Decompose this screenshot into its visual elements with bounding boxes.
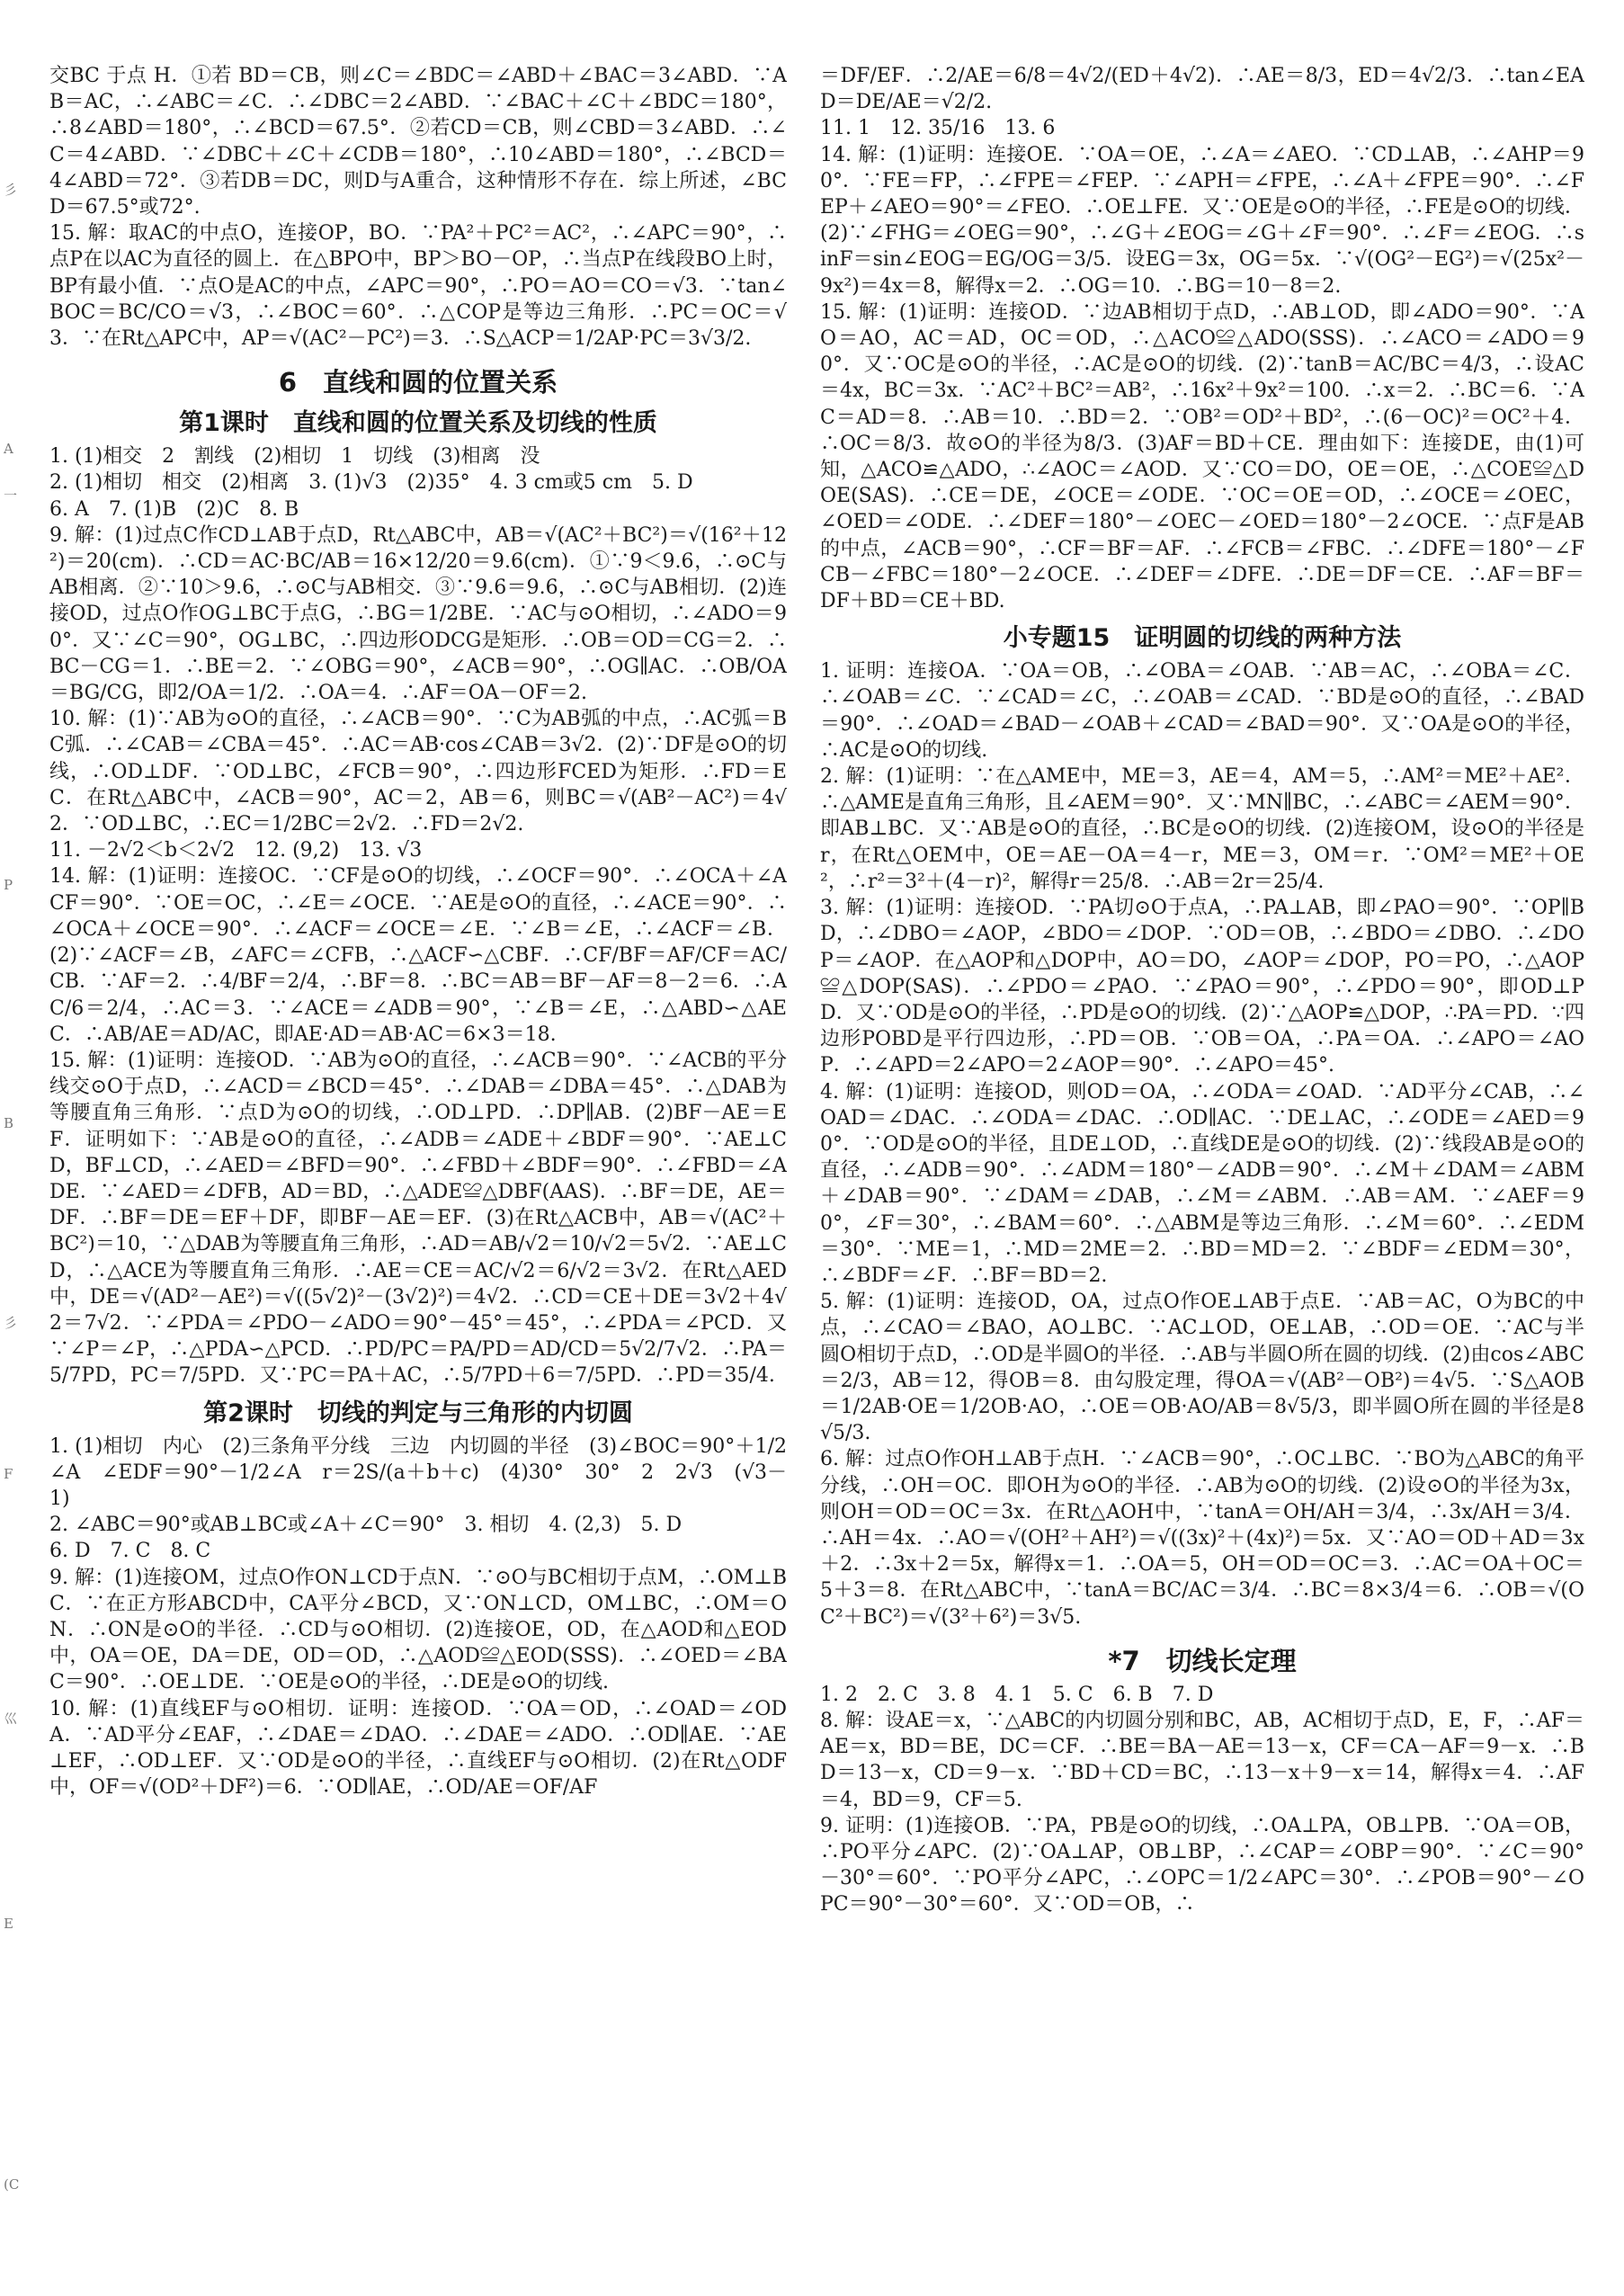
answer-paragraph: 4. 解：(1)证明：连接OD，则OD＝OA，∴∠ODA＝∠OAD．∵AD平分∠CAB，∴∠OAD＝∠DAC．∴∠ODA＝∠DAC．∴OD∥AC．∵DE⊥AC，∴∠ODE＝∠AED＝90°．∵OD是⊙O的半径，且DE⊥OD，∴直线DE是⊙O的切线．(2)∵线段AB是⊙O的直径，∴∠ADB＝90°．∴∠ADM＝180°－∠ADB＝90°．∴∠M＋∠DAM＝∠ABM＋∠DAB＝90°．∵∠DAM＝∠DAB，∴∠M＝∠ABM．∴AB＝AM．∵∠AEF＝90°，∠F＝30°，∴∠BAM＝60°．∴△ABM是等边三角形．∴∠M＝60°．∴∠EDM＝30°．∵ME＝1，∴MD＝2ME＝2．∴BD＝MD＝2．∵∠BDF＝∠EDM＝30°，∴∠BDF＝∠F．∴BF＝BD＝2. [820, 1080, 1584, 1287]
answer-paragraph: 1. 2 2. C 3. 8 4. 1 5. C 6. B 7. D [820, 1683, 1214, 1706]
answer-paragraph: 11. －2√2＜b＜2√2 12. (9,2) 13. √3 [49, 839, 423, 862]
answer-paragraph: 9. 证明：(1)连接OB．∵PA，PB是⊙O的切线，∴OA⊥PA，OB⊥PB．∵OA＝OB，∴PO平分∠APC．(2)∵OA⊥AP，OB⊥BP，∴∠CAP＝∠OBP＝90°．∵∠C＝90°－30°＝60°．∵PO平分∠APC，∴∠OPC＝1/2∠APC＝30°．∴∠POB＝90°－∠OPC＝90°－30°＝60°．又∵OD＝OB，∴ [820, 1814, 1584, 1916]
answer-paragraph: 2. 解：(1)证明：∵在△AME中，ME＝3，AE＝4，AM＝5，∴AM²＝ME²＋AE²．∴△AME是直角三角形，且∠AEM＝90°．又∵MN∥BC，∴∠ABC＝∠AEM＝90°．即AB⊥BC．又∵AB是⊙O的直径，∴BC是⊙O的切线．(2)连接OM，设⊙O的半径是r，在Rt△OEM中，OE＝AE－OA＝4－r，ME＝3，OM＝r．∵OM²＝ME²＋OE²，∴r²＝3²＋(4－r)²，解得r＝25/8．∴AB＝2r＝25/4. [820, 765, 1584, 893]
answer-paragraph: 1. 证明：连接OA．∵OA＝OB，∴∠OBA＝∠OAB．∵AB＝AC，∴∠OBA＝∠C．∴∠OAB＝∠C．∵∠CAD＝∠C，∴∠OAB＝∠CAD．∵BD是⊙O的直径，∴∠BAD＝90°．∴∠OAD＝∠BAD－∠OAB＋∠CAD＝∠BAD＝90°．又∵OA是⊙O的半径，∴AC是⊙O的切线. [820, 660, 1584, 762]
gutter-mark: (C [4, 2176, 20, 2193]
gutter-mark: P [4, 877, 13, 893]
answer-paragraph: 15. 解：(1)证明：连接OD．∵AB为⊙O的直径，∴∠ACB＝90°．∵∠ACB的平分线交⊙O于点D，∴∠ACD＝∠BCD＝45°．∴∠DAB＝∠DBA＝45°．∴△DAB为等腰直角三角形．∵点D为⊙O的切线，∴OD⊥PD．∴DP∥AB．(2)BF－AE＝EF．证明如下：∵AB是⊙O的直径，∴∠ADB＝∠ADE＋∠BDF＝90°．∵AE⊥CD，BF⊥CD，∴∠AED＝∠BFD＝90°．∴∠FBD＋∠BDF＝90°．∴∠FBD＝∠ADE．∵∠AED＝∠DFB，AD＝BD，∴△ADE≌△DBF(AAS)．∴BF＝DE，AE＝DF．∴BF＝DE＝EF＋DF，即BF－AE＝EF．(3)在Rt△ACB中，AB＝√(AC²＋BC²)＝10，∵△DAB为等腰直角三角形，∴AD＝AB/√2＝10/√2＝5√2．∵AE⊥CD，∴△ACE为等腰直角三角形．∴AE＝CE＝AC/√2＝6/√2＝3√2．在Rt△AED中，DE＝√(AD²－AE²)＝√((5√2)²－(3√2)²)＝4√2．∴CD＝CE＋DE＝3√2＋4√2＝7√2．∵∠PDA＝∠PDO－∠ADO＝90°－45°＝45°，∴∠PDA＝∠PCD．又∵∠P＝∠P，∴△PDA∽△PCD．∴PD/PC＝PA/PD＝AD/CD＝5√2/7√2．∴PA＝5/7PD，PC＝7/5PD．又∵PC＝PA＋AC，∴5/7PD＋6＝7/5PD．∴PD＝35/4. [49, 1049, 787, 1388]
gutter-mark: 彡 [4, 182, 18, 198]
answer-paragraph: 8. 解：设AE＝x，∵△ABC的内切圆分别和BC，AB，AC相切于点D，E，F，∴AF＝AE＝x，BD＝BE，DC＝CF．∴BE＝BA－AE＝13－x，CF＝CA－AF＝9－x．∴BD＝13－x，CD＝9－x．∵BD＋CD＝BC，∴13－x＋9－x＝14，解得x＝4．∴AF＝4，BD＝9，CF＝5. [820, 1709, 1584, 1811]
answer-paragraph: 2. (1)相切 相交 (2)相离 3. (1)√3 (2)35° 4. 3 cm或5 cm 5. D [49, 471, 693, 495]
answer-paragraph: 1. (1)相交 2 割线 (2)相切 1 切线 (3)相离 没 [49, 445, 540, 469]
answer-paragraph: ＝DF/EF．∴2/AE＝6/8＝4√2/(ED＋4√2)．∴AE＝8/3，ED＝4√2/3．∴tan∠EAD＝DE/AE＝√2/2. [820, 65, 1584, 114]
gutter-mark: 一 [4, 487, 18, 504]
answer-paragraph: 14. 解：(1)证明：连接OE．∵OA＝OE，∴∠A＝∠AEO．∵CD⊥AB，∴∠AHP＝90°．∵FE＝FP，∴∠FPE＝∠FEP．∵∠APH＝∠FPE，∴∠A＋∠FPE＝90°．∴∠FEP＋∠AEO＝90°＝∠FEO．∴OE⊥FE．又∵OE是⊙O的半径，∴FE是⊙O的切线．(2)∵∠FHG＝∠OEG＝90°，∴∠G＋∠EOG＝∠G＋∠F＝90°．∴∠F＝∠EOG．∴sinF＝sin∠EOG＝EG/OG＝3/5．设EG＝3x，OG＝5x．∵√(OG²－EG²)＝√(25x²－9x²)＝4x＝8，解得x＝2．∴OG＝10．∴BG＝10－8＝2. [820, 143, 1584, 298]
answer-paragraph: 9. 解：(1)过点C作CD⊥AB于点D，Rt△ABC中，AB＝√(AC²＋BC²)＝√(16²＋12²)＝20(cm)．∴CD＝AC·BC/AB＝16×12/20＝9.6(cm)．①∵9＜9.6，∴⊙C与AB相离．②∵10＞9.6，∴⊙C与AB相交．③∵9.6＝9.6，∴⊙C与AB相切．(2)连接OD，过点O作OG⊥BC于点G，∴BG＝1/2BE．∵AC与⊙O相切，∴∠ADO＝90°．又∵∠C＝90°，OG⊥BC，∴四边形ODCG是矩形．∴OB＝OD＝CG＝2．∴BC－CG＝1．∴BE＝2．∵∠OBG＝90°，∠ACB＝90°，∴OG∥AC．∴OB/OA＝BG/CG，即2/OA＝1/2．∴OA＝4．∴AF＝OA－OF＝2. [49, 523, 787, 705]
gutter-mark: 彡 [4, 1315, 18, 1331]
answer-paragraph: 10. 解：(1)直线EF与⊙O相切．证明：连接OD．∵OA＝OD，∴∠OAD＝∠ODA．∵AD平分∠EAF，∴∠DAE＝∠DAO．∴∠DAE＝∠ADO．∴OD∥AE．∵AE⊥EF，∴OD⊥EF．又∵OD是⊙O的半径，∴直线EF与⊙O相切．(2)在Rt△ODF中，OF＝√(OD²＋DF²)＝6．∵OD∥AE，∴OD/AE＝OF/AF [49, 1697, 787, 1800]
answer-paragraph: 6. A 7. (1)B (2)C 8. B [49, 497, 299, 521]
answer-paragraph: 14. 解：(1)证明：连接OC．∵CF是⊙O的切线，∴∠OCF＝90°．∴∠OCA＋∠ACF＝90°．∵OE＝OC，∴∠E＝∠OCE．∵AE是⊙O的直径，∴∠ACE＝90°．∴∠OCA＋∠OCE＝90°．∴∠ACF＝∠OCE＝∠E．∵∠B＝∠E，∴∠ACF＝∠B．(2)∵∠ACF＝∠B，∠AFC＝∠CFB，∴△ACF∽△CBF．∴CF/BF＝AF/CF＝AC/CB．∵AF＝2．∴4/BF＝2/4，∴BF＝8．∴BC＝AB＝BF－AF＝8－2＝6．∴AC/6＝2/4，∴AC＝3．∵∠ACE＝∠ADB＝90°，∵∠B＝∠E，∴△ABD∽△AEC．∴AB/AE＝AD/AC，即AE·AD＝AB·AC＝6×3＝18. [49, 865, 787, 1046]
answer-paragraph: 6. D 7. C 8. C [49, 1540, 211, 1563]
binding-gutter [0, 0, 20, 2296]
answer-paragraph: 交BC 于点 H．①若 BD＝CB，则∠C＝∠BDC＝∠ABD＋∠BAC＝3∠ABD．∵AB＝AC，∴∠ABC＝∠C．∴∠DBC＝2∠ABD．∵∠BAC＋∠C＋∠BDC＝180°，∴8∠ABD＝180°，∴∠BCD＝67.5°．②若CD＝CB，则∠CBD＝3∠ABD．∴∠C＝4∠ABD．∵∠DBC＋∠C＋∠CDB＝180°，∴10∠ABD＝180°，∴∠BCD＝4∠ABD＝72°．③若DB＝DC，则D与A重合，这种情形不存在．综上所述，∠BCD＝67.5°或72°. [49, 65, 787, 219]
answer-paragraph: 11. 1 12. 35/16 13. 6 [820, 117, 1056, 140]
answer-paragraph: 1. (1)相切 内心 (2)三条角平分线 三边 内切圆的半径 (3)∠BOC＝90°＋1/2∠A ∠EDF＝90°－1/2∠A r＝2S/(a＋b＋c) (4)30° 30° 2 2√3 (√3－1) [49, 1434, 787, 1510]
gutter-mark: A [4, 441, 13, 457]
answer-paragraph: 6. 解：过点O作OH⊥AB于点H．∵∠ACB＝90°，∴OC⊥BC．∵BO为△ABC的角平分线，∴OH＝OC．即OH为⊙O的半径．∴AB为⊙O的切线．(2)设⊙O的半径为3x，则OH＝OD＝OC＝3x．在Rt△AOH中，∵tanA＝OH/AH＝3/4，∴3x/AH＝3/4．∴AH＝4x．∴AO＝√(OH²＋AH²)＝√((3x)²＋(4x)²)＝5x．又∵AO＝OD＋AD＝3x＋2．∴3x＋2＝5x，解得x＝1．∴OA＝5，OH＝OD＝OC＝3．∴AC＝OA＋OC＝5＋3＝8．在Rt△ABC中，∵tanA＝BC/AC＝3/4．∴BC＝8×3/4＝6．∴OB＝√(OC²＋BC²)＝√(3²＋6²)＝3√5. [820, 1448, 1584, 1629]
gutter-mark: B [4, 1115, 14, 1131]
answer-paragraph: 5. 解：(1)证明：连接OD，OA，过点O作OE⊥AB于点E．∵AB＝AC，O为BC的中点，∴∠CAO＝∠BAO，AO⊥BC．∵AC⊥OD，OE⊥AB，∴OD＝OE．∵AC与半圆O相切于点D，∴OD是半圆O的半径．∴AB与半圆O所在圆的切线．(2)由cos∠ABC＝2/3，AB＝12，得OB＝8．由勾股定理，得OA＝√(AB²－OB²)＝4√5．∵S△AOB＝1/2AB·OE＝1/2OB·AO，∴OE＝OB·AO/AB＝8√5/3，即半圆O所在圆的半径是8√5/3. [820, 1291, 1584, 1445]
answer-paragraph: 15. 解：(1)证明：连接OD．∵边AB相切于点D，∴AB⊥OD，即∠ADO＝90°．∵AO＝AO，AC＝AD，OC＝OD，∴△ACO≌△ADO(SSS)．∴∠ACO＝∠ADO＝90°．又∵OC是⊙O的半径，∴AC是⊙O的切线．(2)∵tanB＝AC/BC＝4/3，∴设AC＝4x，BC＝3x．∵AC²＋BC²＝AB²，∴16x²＋9x²＝100．∴x＝2．∴BC＝6．∵AC＝AD＝8．∴AB＝10．∴BD＝2．∵OB²＝OD²＋BD²，∴(6－OC)²＝OC²＋4．∴OC＝8/3．故⊙O的半径为8/3．(3)AF＝BD＋CE．理由如下：连接DE，由(1)可知，△ACO≌△ADO，∴∠AOC＝∠AOD．又∵CO＝DO，OE＝OE，∴△COE≌△DOE(SAS)．∴CE＝DE，∠OCE＝∠ODE．∵OC＝OE＝OD，∴∠OCE＝∠OEC，∠OED＝∠ODE．∴∠DEF＝180°－∠OEC－∠OED＝180°－2∠OCE．∵点F是AB的中点，∠ACB＝90°，∴CF＝BF＝AF．∴∠FCB＝∠FBC．∴∠DFE＝180°－∠FCB－∠FBC＝180°－2∠OCE．∴∠DEF＝∠DFE．∴DE＝DF＝CE．∴AF＝BF＝DF＋BD＝CE＋BD. [820, 300, 1584, 613]
answer-paragraph: 2. ∠ABC＝90°或AB⊥BC或∠A＋∠C＝90° 3. 相切 4. (2,3) 5. D [49, 1514, 683, 1537]
gutter-mark: 巛 [4, 1711, 18, 1727]
answer-paragraph: 9. 解：(1)连接OM，过点O作ON⊥CD于点N．∵⊙O与BC相切于点M，∴OM⊥BC．∵在正方形ABCD中，CA平分∠BCD，又∵ON⊥CD，OM⊥BC，∴OM＝ON．∴ON是⊙O的半径．∴CD与⊙O相切．(2)连接OE，OD，在△AOD和△EOD中，OA＝OE，DA＝DE，OD＝OD，∴△AOD≌△EOD(SSS)．∴∠OED＝∠BAC＝90°．∴OE⊥DE．∵OE是⊙O的半径，∴DE是⊙O的切线. [49, 1566, 787, 1694]
topic-title: 小专题15 证明圆的切线的两种方法 [1003, 624, 1402, 653]
lesson-title: 第2课时 切线的判定与三角形的内切圆 [203, 1398, 633, 1427]
section-title: 6 直线和圆的位置关系 [278, 367, 558, 398]
answer-paragraph: 10. 解：(1)∵AB为⊙O的直径，∴∠ACB＝90°．∵C为AB弧的中点，∴AC弧＝BC弧．∴∠CAB＝∠CBA＝45°．∴AC＝AB·cos∠CAB＝3√2．(2)∵DF是⊙O的切线，∴OD⊥DF．∵OD⊥BC，∠FCB＝90°，∴四边形FCED为矩形．∴FD＝EC．在Rt△ABC中，∠ACB＝90°，AC＝2，AB＝6，则BC＝√(AB²－AC²)＝4√2．∵OD⊥BC，∴EC＝1/2BC＝2√2．∴FD＝2√2. [49, 708, 787, 836]
right-column [820, 63, 1584, 2269]
left-column [49, 63, 787, 2269]
lesson-title: 第1课时 直线和圆的位置关系及切线的性质 [179, 409, 657, 438]
gutter-mark: E [4, 1916, 13, 1932]
answer-paragraph: 15. 解：取AC的中点O，连接OP，BO．∵PA²＋PC²＝AC²，∴∠APC＝90°，∴点P在以AC为直径的圆上．在△BPO中，BP＞BO－OP，∴当点P在线段BO上时，BP有最小值．∵点O是AC的中点，∠APC＝90°，∴PO＝AO＝CO＝√3．∵tan∠BOC＝BC/CO＝√3，∴∠BOC＝60°．∴△COP是等边三角形．∴PC＝OC＝√3．∵在Rt△APC中，AP＝√(AC²－PC²)＝3．∴S△ACP＝1/2AP·PC＝3√3/2. [49, 222, 787, 351]
gutter-mark: F [4, 1466, 13, 1482]
answer-paragraph: 3. 解：(1)证明：连接OD．∵PA切⊙O于点A，∴PA⊥AB，即∠PAO＝90°．∵OP∥BD，∴∠DBO＝∠AOP，∠BDO＝∠DOP．∵OD＝OB，∴∠BDO＝∠DBO．∴∠DOP＝∠AOP．在△AOP和△DOP中，AO＝DO，∠AOP＝∠DOP，PO＝PO，∴△AOP≌△DOP(SAS)．∴∠PDO＝∠PAO．∵∠PAO＝90°，∴∠PDO＝90°，即OD⊥PD．又∵OD是⊙O的半径，∴PD是⊙O的切线．(2)∵△AOP≌△DOP，∴PA＝PD．∵四边形POBD是平行四边形，∴PD＝OB．∵OB＝OA，∴PA＝OA．∴∠APO＝∠AOP．∴∠APD＝2∠APO＝2∠AOP＝90°．∴∠APO＝45°. [820, 897, 1584, 1077]
section-title: *7 切线长定理 [1108, 1645, 1297, 1676]
